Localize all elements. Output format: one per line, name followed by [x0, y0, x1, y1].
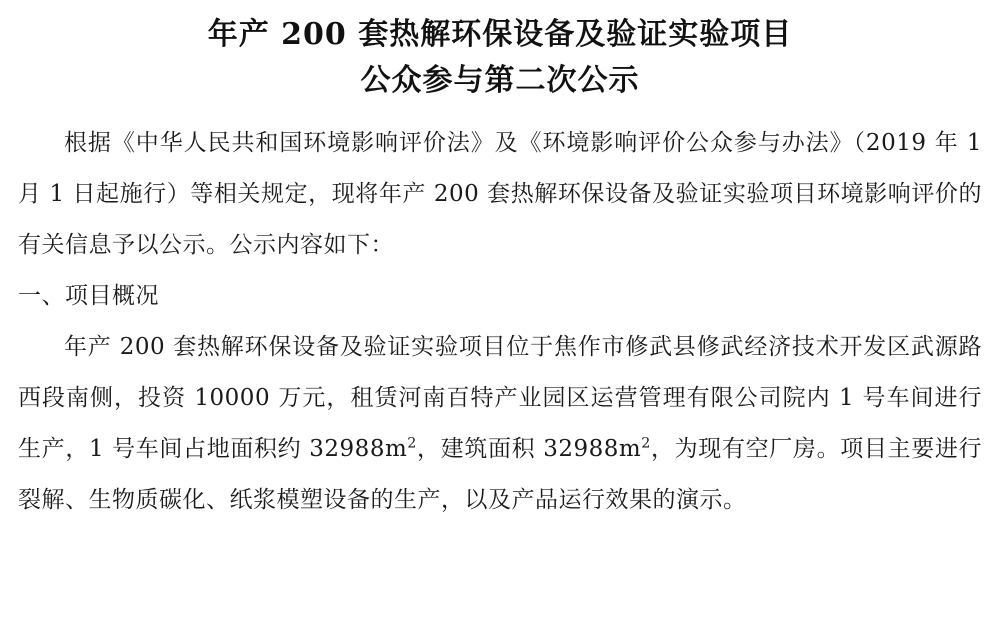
title-line-1: 年产 200 套热解环保设备及验证实验项目 — [207, 17, 793, 52]
section-heading-project-overview: 一、项目概况 — [18, 283, 159, 309]
superscript-square-1: 2 — [407, 435, 417, 452]
overview-segment-3: ，为现有空厂房。项目主要进行裂解、生物质碳化、纸浆模塑设备的生产，以及产品运行效果的演示。 — [18, 436, 982, 513]
paragraph-project-overview — [18, 322, 982, 526]
overview-segment-1: 年产 200 套热解环保设备及验证实验项目位于焦作市修武县修武经济技术开发区武源路西段南侧，投资 10000 万元，租赁河南百特产业园区运营管理有限公司院内 1 号车间进行生产，1 号车间占地面积约 32988m — [18, 334, 982, 462]
overview-segment-2: ，建筑面积 32988m — [416, 436, 642, 462]
paragraph-basis: 根据《中华人民共和国环境影响评价法》及《环境影响评价公众参与办法》（2019 年 1 月 1 日起施行）等相关规定，现将年产 200 套热解环保设备及验证实验项目环境影响评价的有关信息予以公示。公示内容如下： — [18, 130, 982, 258]
title-line-2: 公众参与第二次公示 — [360, 63, 640, 98]
document-body — [18, 118, 982, 526]
document-title — [18, 12, 982, 104]
superscript-square-2: 2 — [641, 435, 651, 452]
